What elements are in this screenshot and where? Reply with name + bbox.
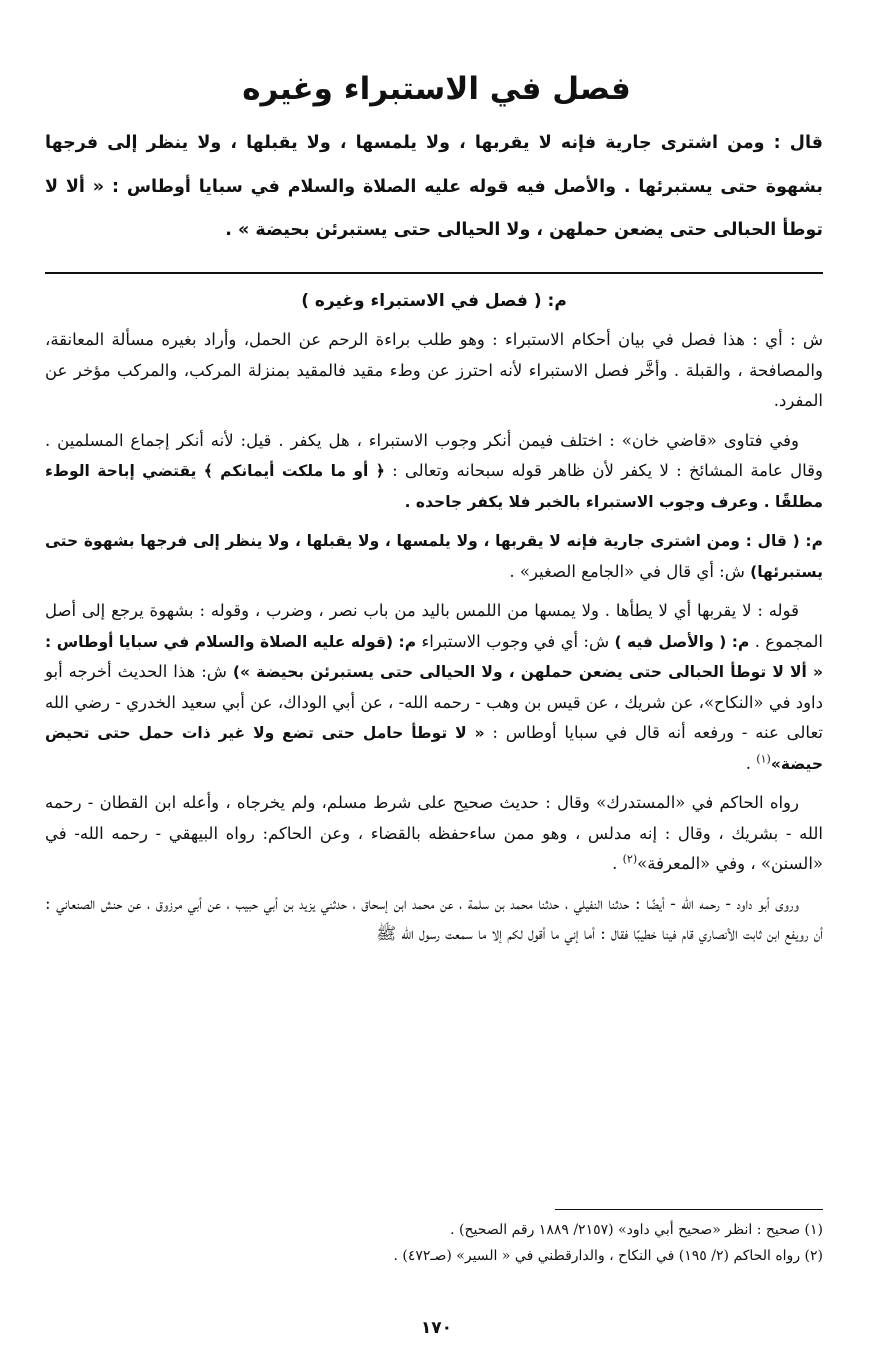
separator-rule	[45, 272, 823, 274]
chapter-title: فصل في الاستبراء وغيره	[242, 71, 631, 107]
paragraph-end: .	[612, 854, 618, 873]
paragraph-text: ش: أي في وجوب الاستبراء	[421, 631, 610, 651]
footnote-2: (٢) رواه الحاكم (٢/ ١٩٥) في النكاح ، والدارقطني في « السير» (صـ٤٧٢) .	[393, 1248, 823, 1264]
paragraph-end: .	[745, 753, 752, 773]
hadith-quote: « لا توطأ حامل حتى تضع ولا غير ذات حمل حتى تحيض حيضة»	[45, 724, 823, 773]
footnote-1: (١) صحيح : انظر «صحيح أبي داود» (٢١٥٧/ ١٨٨٩ رقم الصحيح) .	[450, 1222, 823, 1238]
footnote-marker[interactable]: (٢)	[622, 852, 638, 866]
commentary-paragraph-6: وروى أبو داود - رحمه الله - أيضًا : حدثنا النفيلي ، حدثنا محمد بن سلمة ، عن محمد ابن إسحاق ، حدثني يزيد بن أبي حبيب ، عن أبي مرزوق ، عن حنش الصنعاني : أن رويفع ابن ثابت الأنصاري قام فينا خطيبًا فقال : أما إني ما أقول لكم إلا ما سمعت رسول الله ﷺ	[45, 893, 823, 943]
footnote-marker[interactable]: (١)	[756, 752, 771, 765]
paragraph-text: قوله : لا يقربها أي لا يطأها . ولا يمسها من اللمس باليد من باب نصر ، وضرب ، وقوله : بشهوة يرجع إلى أصل المجموع .	[45, 601, 823, 651]
paragraph-text: وفي فتاوى «قاضي خان» : اختلف فيمن أنكر وجوب الاستبراء ، هل يكفر . قيل: لأنه أنكر إجماع المسلمين . وقال عامة المشائخ : لا يكفر لأن ظاهر قوله سبحانه وتعالى :	[45, 430, 823, 480]
matn-quote: م: ( قال : ومن اشترى جارية فإنه لا يقربها ، ولا يلمسها ، ولا يقبلها ، ولا ينظر إلى فرجها بشهوة حتى يستبرئها)	[45, 532, 823, 581]
page-number: ١٧٠	[420, 1318, 453, 1338]
commentary-section	[45, 287, 823, 959]
commentary-paragraph-2	[45, 426, 823, 518]
commentary-paragraph-4	[45, 596, 823, 779]
matn-quote: م: ( والأصل فيه )	[614, 632, 750, 651]
quran-verse: ﴿ أو ما ملكت أيمانكم ﴾	[203, 462, 385, 480]
paragraph-bold-text: يقتضي إباحة الوطء مطلقًا . وعرف وجوب الاستبراء بالخبر فلا يكفر جاحده .	[45, 462, 823, 511]
paragraph-text: رواه الحاكم في «المستدرك» وقال : حديث صحيح على شرط مسلم، ولم يخرجاه ، وأعله ابن القطان - رحمه الله - بشريك ، وقال : إنه مدلس ، وهو ممن ساءحفظه بالقضاء ، وعن الحاكم: رواه البيهقي - رحمه الله- في «السنن» ، وفي «المعرفة»	[45, 793, 824, 873]
paragraph-text: ش: أي قال في «الجامع الصغير» .	[509, 561, 745, 581]
matn-text: قال : ومن اشترى جارية فإنه لا يقربها ، ولا يلمسها ، ولا يقبلها ، ولا ينظر إلى فرجها بشهوة حتى يستبرئها . والأصل فيه قوله عليه الصلاة والسلام في سبايا أوطاس : « ألا لا توطأ الحبالى حتى يضعن حملهن ، ولا الحيالى حتى يستبرئن بحيضة » .	[45, 133, 823, 240]
commentary-heading: م: ( فصل في الاستبراء وغيره )	[301, 291, 567, 311]
footnote-separator	[555, 1209, 823, 1210]
commentary-paragraph-1: ش : أي : هذا فصل في بيان أحكام الاستبراء : وهو طلب براءة الرحم عن الحمل، وأراد بغيره مسألة المعانقة، والمصافحة ، والقبلة . وأخَّر فصل الاستبراء لأنه احترز عن وطء مقيد فالمقيد بمنزلة المركب، والمركب مؤخر عن المفرد.	[45, 330, 823, 410]
paragraph-text: ش: هذا الحديث أخرجه أبو داود في «النكاح»، عن شريك ، عن قيس بن وهب - رحمه الله- ، عن أبي الوداك، عن أبي سعيد الخدري - رضي الله تعالى عنه - ورفعه أنه قال في سبايا أوطاس :	[45, 662, 823, 742]
commentary-paragraph-5	[45, 788, 823, 880]
commentary-paragraph-3	[45, 526, 823, 587]
matn-quote: م: (قوله عليه الصلاة والسلام في سبايا أوطاس : « ألا لا توطأ الحبالى حتى يضعن حملهن ، ولا الحيالى حتى يستبرئن بحيضة »)	[45, 632, 823, 681]
footnotes	[45, 1217, 823, 1269]
